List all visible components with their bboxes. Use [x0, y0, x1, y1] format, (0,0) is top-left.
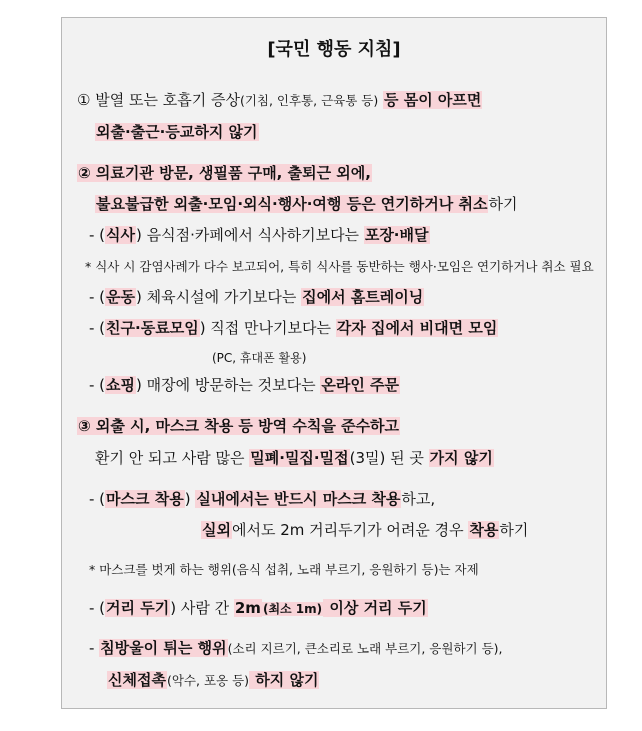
section-2-line-1: ② 의료기관 방문, 생필품 구매, 출퇴근 외에,: [78, 164, 371, 182]
note-mask: * 마스크를 벗게 하는 행위(음식 섭취, 노래 부르기, 응원하기 등)는 자제: [89, 562, 479, 577]
section-2-line-2: 불요불급한 외출·모임·외식·행사·여행 등은 연기하거나 취소하기: [96, 195, 518, 213]
item-gathering: - (친구·동료모임) 직접 만나기보다는 각자 집에서 비대면 모임: [89, 319, 498, 337]
guideline-box: [61, 17, 607, 709]
item-droplet: - 침방울이 튀는 행위(소리 지르기, 큰소리로 노래 부르기, 응원하기 등),: [89, 639, 503, 657]
page-title: [국민 행동 지침]: [267, 39, 401, 60]
item-mask-1: - (마스크 착용) 실내에서는 반드시 마스크 착용하고,: [89, 490, 436, 508]
item-meal: - (식사) 음식점·카페에서 식사하기보다는 포장·배달: [89, 226, 429, 244]
item-gathering-sub: (PC, 휴대폰 활용): [212, 351, 307, 365]
item-distance: - (거리 두기) 사람 간 2m (최소 1m) 이상 거리 두기: [89, 599, 427, 617]
item-exercise: - (운동) 체육시설에 가기보다는 집에서 홈트레이닝: [89, 288, 424, 306]
item-contact: 신체접촉(악수, 포옹 등) 하지 않기: [108, 671, 319, 689]
item-shopping: - (쇼핑) 매장에 방문하는 것보다는 온라인 주문: [89, 376, 400, 394]
section-3-line-2: 환기 안 되고 사람 많은 밀폐·밀집·밀접(3밀) 된 곳 가지 않기: [95, 449, 493, 467]
item-mask-2: 실외에서도 2m 거리두기가 어려운 경우 착용하기: [202, 521, 529, 539]
section-1-line-1: ① 발열 또는 호흡기 증상(기침, 인후통, 근육통 등) 등 몸이 아프면: [77, 91, 482, 109]
section-1-line-2: 외출·출근·등교하지 않기: [96, 123, 258, 141]
note-meal: * 식사 시 감염사례가 다수 보고되어, 특히 식사를 동반하는 행사·모임은 연기하거나 취소 필요: [85, 259, 594, 274]
section-3-line-1: ③ 외출 시, 마스크 착용 등 방역 수칙을 준수하고: [78, 417, 399, 435]
